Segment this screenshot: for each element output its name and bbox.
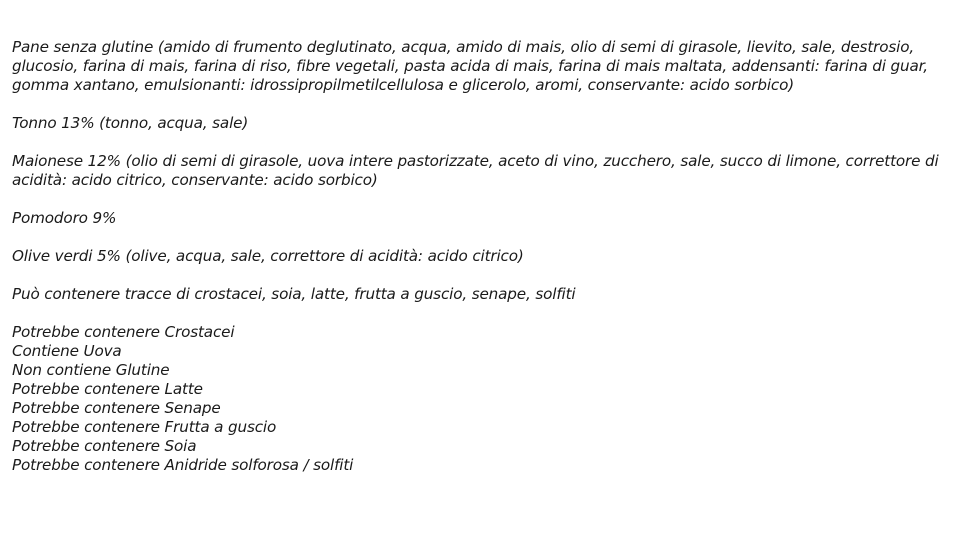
allergen-item: Contiene Uova xyxy=(12,342,122,360)
ingredient-paragraph-tuna: Tonno 13% (tonno, acqua, sale) xyxy=(12,114,249,132)
allergen-item: Potrebbe contenere Anidride solforosa / solfiti xyxy=(12,456,354,474)
ingredient-paragraph-olives: Olive verdi 5% (olive, acqua, sale, correttore di acidità: acido citrico) xyxy=(12,247,524,265)
allergen-item: Potrebbe contenere Crostacei xyxy=(12,323,235,341)
traces-warning: Può contenere tracce di crostacei, soia, latte, frutta a guscio, senape, solfiti xyxy=(12,285,576,303)
ingredient-paragraph-mayonnaise: Maionese 12% (olio di semi di girasole, uova intere pastorizzate, aceto di vino, zucchero, sale, succo di limone, correttore di acidità: acido citrico, conservante: acido sorbico) xyxy=(12,152,939,189)
ingredient-paragraph-tomato: Pomodoro 9% xyxy=(12,209,117,227)
allergen-item: Potrebbe contenere Senape xyxy=(12,399,221,417)
allergen-list xyxy=(12,323,948,475)
allergen-item: Potrebbe contenere Frutta a guscio xyxy=(12,418,277,436)
ingredient-paragraph-bread: Pane senza glutine (amido di frumento deglutinato, acqua, amido di mais, olio di semi di girasole, lievito, sale, destrosio, glucosio, farina di mais, farina di riso, fibre vegetali, pasta acida di mais, farina di mais maltata, addensanti: farina di guar, gomma xantano, emulsionanti: idrossipropilmetilcellulosa e glicerolo, aromi, conservante: acido sorbico) xyxy=(12,38,928,94)
allergen-item: Potrebbe contenere Soia xyxy=(12,437,197,455)
allergen-item: Potrebbe contenere Latte xyxy=(12,380,203,398)
allergen-item: Non contiene Glutine xyxy=(12,361,170,379)
